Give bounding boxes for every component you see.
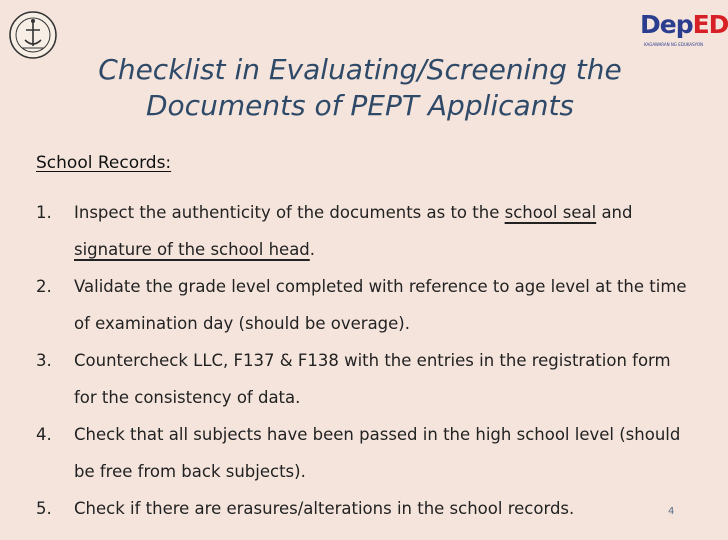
deped-logo-dep: Dep	[640, 10, 693, 39]
item-text	[74, 203, 633, 259]
item-number: 5.	[36, 499, 52, 518]
item-text: Check that all subjects have been passed in the high school level (should be free from back subjects).	[74, 425, 681, 481]
list-item	[36, 194, 696, 268]
item-number: 2.	[36, 277, 52, 296]
deped-logo-subtitle: KAGAWARAN NG EDUKASYON	[644, 42, 704, 47]
deped-logo	[640, 8, 728, 50]
list-item	[36, 342, 696, 416]
section-heading: School Records:	[36, 153, 172, 173]
item-text-part: .	[309, 240, 316, 259]
title-line-2: Documents of PEPT Applicants	[145, 89, 575, 122]
list-item	[36, 268, 696, 342]
item-text-part: Inspect the authenticity of the documents as to the	[74, 203, 505, 222]
item-text-part: and	[596, 203, 633, 222]
item-text: Countercheck LLC, F137 & F138 with the entries in the registration form for the consistency of data.	[74, 351, 671, 407]
item-number: 4.	[36, 425, 52, 444]
list-item	[36, 490, 696, 527]
signature-term: signature of the school head	[74, 240, 310, 259]
page-number: 4	[668, 506, 675, 517]
item-number: 3.	[36, 351, 52, 370]
title-line-1: Checklist in Evaluating/Screening the	[98, 53, 622, 86]
item-text: Check if there are erasures/alterations in the school records.	[74, 499, 575, 518]
school-seal-term: school seal	[504, 203, 597, 222]
deped-logo-ed: ED	[692, 10, 728, 39]
item-number: 1.	[36, 203, 52, 222]
checklist	[36, 194, 696, 527]
slide-title	[40, 52, 680, 124]
list-item	[36, 416, 696, 490]
item-text: Validate the grade level completed with reference to age level at the time of examination day (should be overage).	[74, 277, 687, 333]
